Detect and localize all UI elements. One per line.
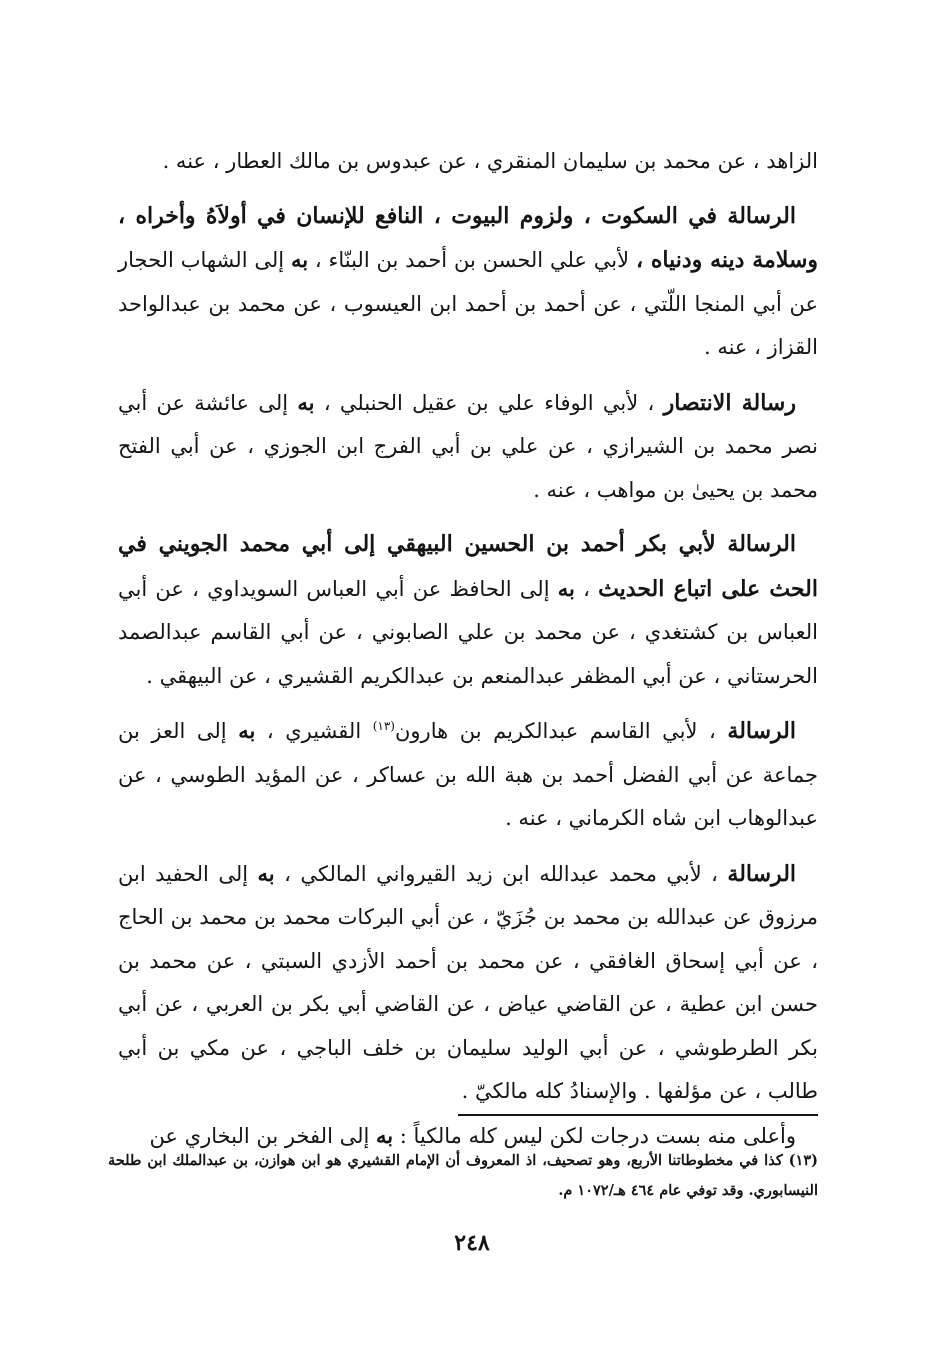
paragraph-text: ، لأبي محمد عبدالله ابن زيد القيرواني المالكي ، xyxy=(274,861,728,886)
paragraph-text: إلى الشهاب الحجار عن أبي المنجا اللّتي ، عن أحمد بن أحمد ابن العيسوب ، عن محمد بن عبدالواحد القزاز ، عنه . xyxy=(118,248,818,359)
paragraph-title: الرسالة في السكوت ، ولزوم البيوت ، النافع للإنسان في أولاَهُ وأخراه ، وسلامة دينه ودنياه ، xyxy=(118,202,819,273)
paragraph-risala-qayrawani xyxy=(118,852,818,1114)
paragraph-text: الزاهد ، عن محمد بن سليمان المنقري ، عن عبدوس بن مالك العطار ، عنه . xyxy=(162,149,818,173)
footnote-text: (١٣) كذا في مخطوطاتنا الأربع، وهو تصحيف، اذ المعروف أن الإمام القشيري هو ابن هوازن، بن عبدالملك ابن طلحة النيسابوري. وقد توفي عام ٤٦٤ هـ/١٠٧٢ م. xyxy=(108,1152,818,1199)
paragraph-risala-sukut xyxy=(118,195,818,370)
paragraph-text: إلى عائشة عن أبي نصر محمد بن الشيرازي ، عن علي بن أبي الفرج ابن الجوزي ، عن أبي الفتح محمد بن يحيىٰ بن مواهب ، عنه . xyxy=(118,390,818,502)
paragraph-title: رسالة الانتصار xyxy=(663,389,796,416)
paragraph-continuation xyxy=(118,140,818,184)
keyword-bihi: به xyxy=(297,389,315,415)
paragraph-text: إلى الفخر بن البخاري عن xyxy=(149,1123,376,1148)
keyword-bihi: به xyxy=(257,860,275,886)
keyword-bihi: به xyxy=(290,247,309,272)
paragraph-title: الرسالة xyxy=(727,718,796,744)
footnote xyxy=(108,1146,818,1206)
keyword-bihi: به xyxy=(557,575,575,601)
paragraph-risala-qushayri xyxy=(118,709,818,841)
main-text xyxy=(118,140,818,1158)
paragraph-text: ، لأبي القاسم عبدالكريم بن هارون xyxy=(394,719,728,743)
paragraph-risala-intisar xyxy=(118,381,818,513)
page-number: ٢٤٨ xyxy=(454,1230,490,1256)
paragraph-risala-bayhaqi xyxy=(118,523,818,698)
keyword-bihi: به xyxy=(376,1122,394,1148)
paragraph-text: إلى الحافظ عن أبي العباس السويداوي ، عن أبي العباس بن كشتغدي ، عن محمد بن علي الصابوني ، عن أبي القاسم عبدالصمد الحرستاني ، عن أبي المظفر عبدالمنعم بن عبدالكريم القشيري ، عن البيهقي . xyxy=(118,576,818,688)
paragraph-text: ، xyxy=(574,576,599,601)
paragraph-text: إلى العز بن جماعة عن أبي الفضل أحمد بن هبة الله بن عساكر ، عن المؤيد الطوسي ، عن عبدالوهاب ابن شاه الكرماني ، عنه . xyxy=(118,719,818,830)
keyword-bihi: به xyxy=(238,718,256,743)
paragraph-text: وأعلى منه بست درجات لكن ليس كله مالكياً : xyxy=(393,1123,796,1148)
paragraph-text: ، لأبي الوفاء علي بن عقيل الحنبلي ، xyxy=(314,390,664,415)
paragraph-text: لأبي علي الحسن بن أحمد بن البنّاء ، xyxy=(308,248,636,272)
footnote-divider xyxy=(458,1114,818,1116)
footnote-reference[interactable]: (١٣) xyxy=(372,719,395,733)
paragraph-title: الرسالة لأبي بكر أحمد بن الحسين البيهقي إلى أبي محمد الجويني في الحث على اتباع الحديث xyxy=(118,531,818,602)
paragraph-text: إلى الحفيد ابن مرزوق عن عبدالله بن محمد بن جُزَيّ ، عن أبي البركات محمد بن محمد بن الحاج ، عن أبي إسحاق الغافقي ، عن محمد بن أحمد الأزدي السبتي ، عن محمد بن حسن ابن عطية ، عن القاضي عياض ، عن القاضي أبي بكر بن العربي ، عن أبي بكر الطرطوشي ، عن أبي الوليد سليمان بن خلف الباجي ، عن مكي بن أبي طالب ، عن مؤلفها . والإسنادُ كله مالكيّ . xyxy=(118,861,818,1103)
paragraph-text: القشيري ، xyxy=(255,719,373,743)
paragraph-title: الرسالة xyxy=(727,860,797,887)
